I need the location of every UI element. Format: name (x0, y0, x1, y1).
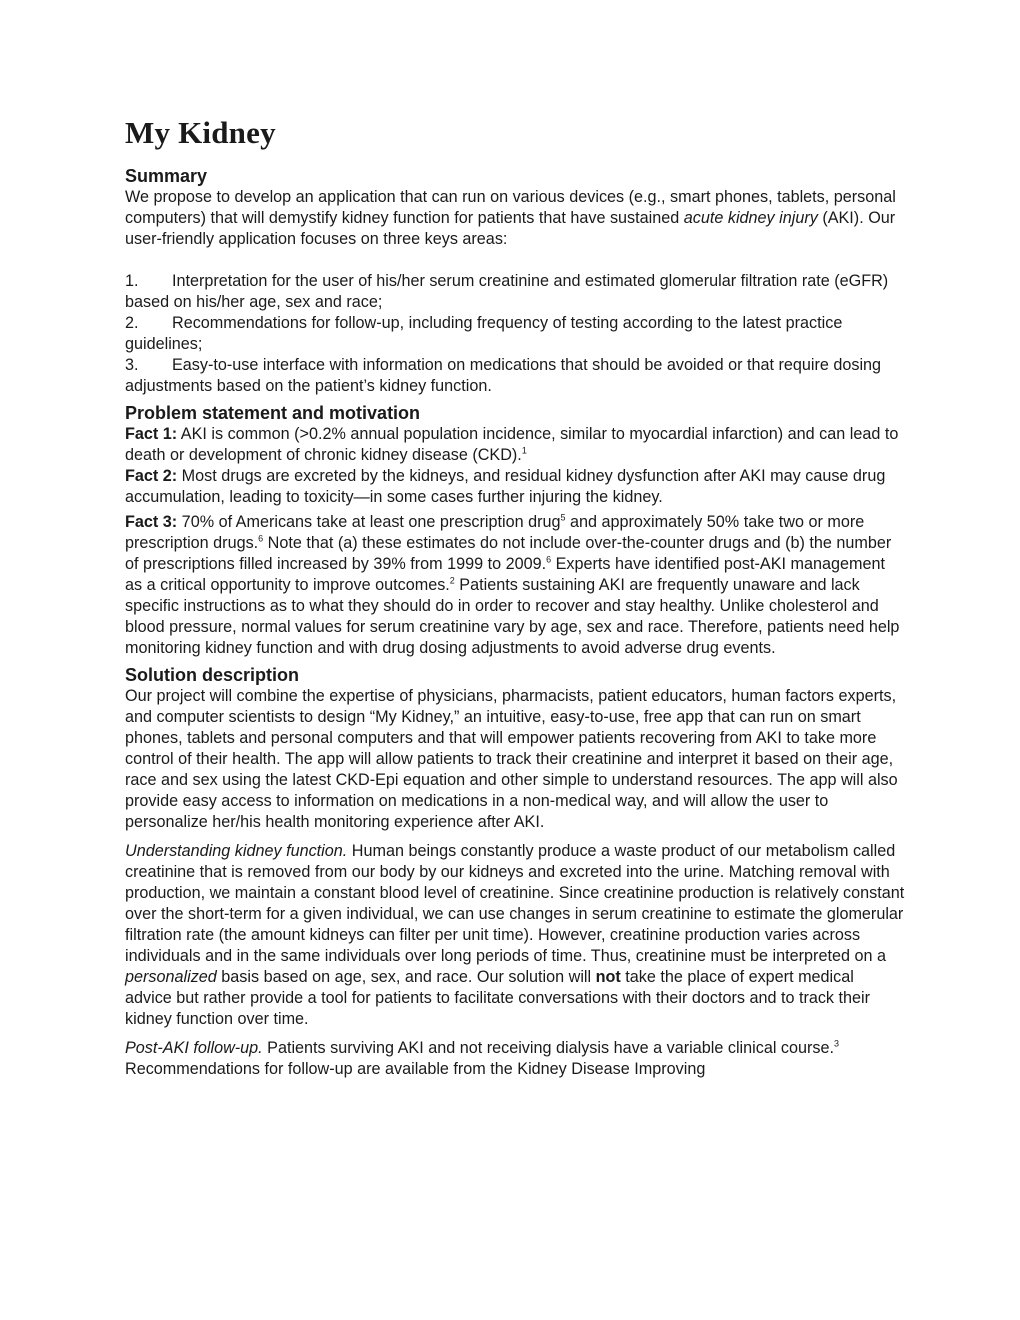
solution-heading: Solution description (125, 665, 299, 685)
summary-heading: Summary (125, 166, 208, 186)
solution-paragraph: Our project will combine the expertise of physicians, pharmacists, patient educators, human factors experts, and computer scientists to design “My Kidney,” an intuitive, easy-to-use, free app that can run on smart phones, tablets and personal computers and that will empower patients recovering from AKI to take more control of their health. The app will allow patients to track their creatinine and interpret it based on their age, race and sex using the latest CKD-Epi equation and other simple to understand resources. The app will also provide easy access to information on medications in a non-medical way, and will allow the user to personalize her/his health monitoring experience after AKI. (125, 687, 898, 831)
problem-heading: Problem statement and motivation (125, 403, 421, 423)
document-title: My Kidney (125, 115, 276, 150)
understanding-paragraph: Understanding kidney function. Human beings constantly produce a waste product of our metabolism called creatinine that is removed from our body by our kidneys and excreted into the urine. Matching removal with production, we maintain a constant blood level of creatinine. Since creatinine production is relatively constant over the short-term for a given individual, we can use changes in serum creatinine to estimate the glomerular filtration rate (the amount kidneys can filter per unit time). However, creatinine production varies across individuals and in the same individuals over long periods of time. Thus, creatinine must be interpreted on a personalized basis based on age, sex, and race. Our solution will not take the place of expert medical advice but rather provide a tool for patients to facilitate conversations with their doctors and to track their kidney function over time. (125, 842, 905, 1028)
followup-paragraph: Post-AKI follow-up. Patients surviving AKI and not receiving dialysis have a variable clinical course.$^3$ Recommendations for follow-up are available from the Kidney Disease Improving (125, 1038, 840, 1078)
list-item: 3. Easy-to-use interface with information on medications that should be avoided or that require dosing adjustments based on the patient’s kidney function. (125, 356, 882, 395)
fact-3: Fact 3: 70% of Americans take at least one prescription drug$^5$ and approximately 50% take two or more prescription drugs.$^6$ Note that (a) these estimates do not include over-the-counter drugs and (b) the number of prescriptions filled increased by 39% from 1999 to 2009.$^6$ Experts have identified post-AKI management as a critical opportunity to improve outcomes.$^2$ Patients sustaining AKI are frequently unaware and lack specific instructions as to what they should do in order to recover and stay healthy. Unlike cholesterol and blood pressure, normal values for serum creatinine vary by age, sex and race. Therefore, patients need help monitoring kidney function and with drug dosing adjustments to avoid adverse drug events. (125, 512, 900, 657)
summary-intro: We propose to develop an application that can run on various devices (e.g., smart phones, tablets, personal computers) that will demystify kidney function for patients that have sustained acute kidney injury (AKI). Our user-friendly application focuses on three keys areas: (125, 188, 896, 248)
fact-2: Fact 2: Most drugs are excreted by the kidneys, and residual kidney dysfunction after AKI may cause drug accumulation, leading to toxicity—in some cases further injuring the kidney. (125, 467, 886, 506)
list-item: 2. Recommendations for follow-up, including frequency of testing according to the latest practice guidelines; (125, 314, 843, 353)
list-item: 1. Interpretation for the user of his/her serum creatinine and estimated glomerular filtration rate (eGFR) based on his/her age, sex and race; (125, 272, 889, 311)
document-page (125, 113, 905, 1080)
fact-1: Fact 1: AKI is common (>0.2% annual population incidence, similar to myocardial infarction) and can lead to death or development of chronic kidney disease (CKD).$^1$ (125, 425, 899, 464)
